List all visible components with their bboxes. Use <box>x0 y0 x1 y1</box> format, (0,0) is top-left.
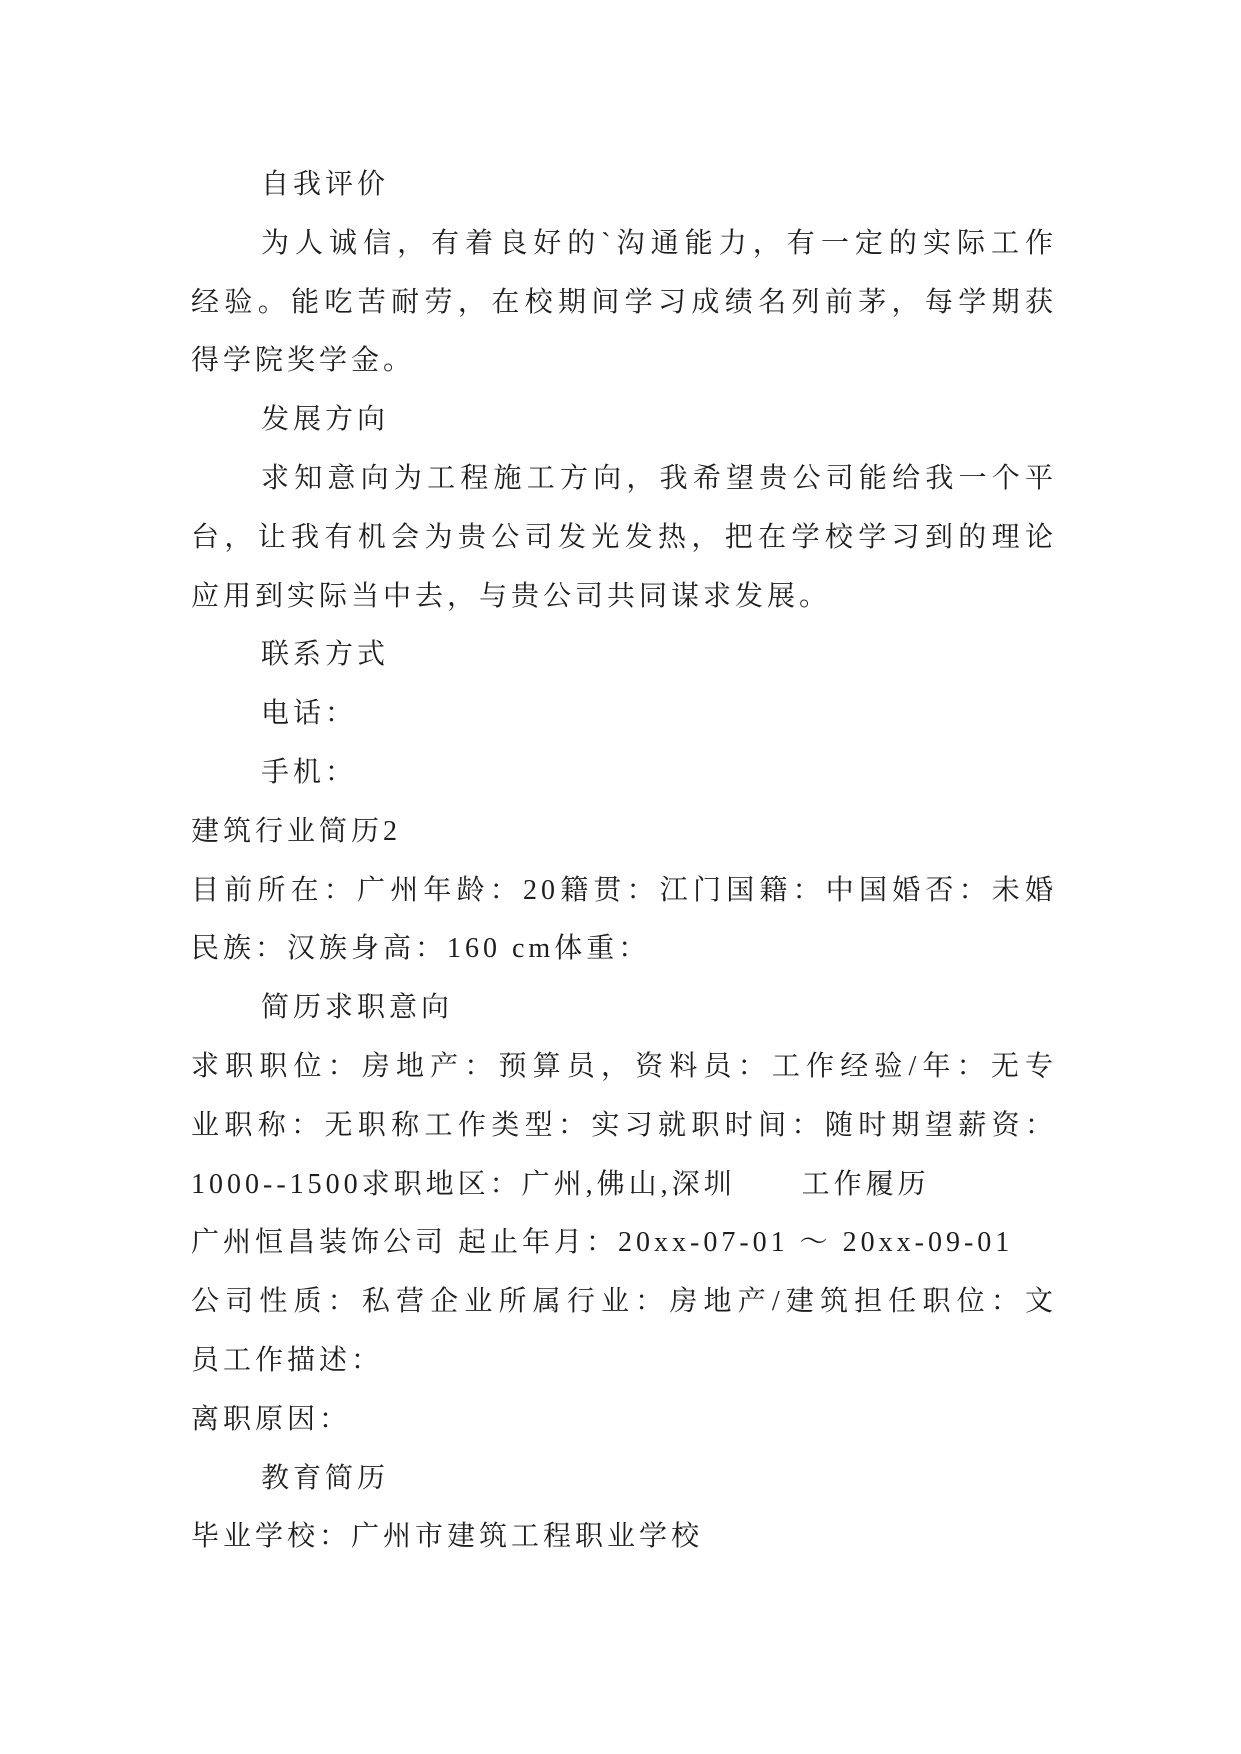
work-experience-line: 广州恒昌装饰公司 起止年月：20xx-07-01 ～ 20xx-09-01 <box>191 1227 1014 1259</box>
job-intention-line: 1000--1500求职地区：广州,佛山,深圳 工作履历 <box>191 1168 930 1200</box>
company-info-line: 员工作描述： <box>191 1344 384 1376</box>
career-direction-text-line: 台，让我有机会为贵公司发光发热，把在学校学习到的理论 <box>191 521 1057 553</box>
job-intention <box>191 1038 1057 1214</box>
job-intention-line: 业职称：无职称工作类型：实习就职时间：随时期望薪资： <box>191 1109 1057 1141</box>
contact-heading: 联系方式 <box>261 639 390 671</box>
company-info <box>191 1273 1057 1391</box>
job-intention-line: 求职职位：房地产：预算员，资料员：工作经验/年：无专 <box>191 1050 1057 1082</box>
self-evaluation-text-line: 得学院奖学金。 <box>191 345 416 377</box>
leave-reason-label: 离职原因： <box>191 1403 352 1435</box>
self-evaluation-text-line: 为人诚信，有着良好的`沟通能力，有一定的实际工作 <box>261 227 1057 259</box>
school-line: 毕业学校：广州市建筑工程职业学校 <box>191 1521 704 1553</box>
basic-info <box>191 862 1057 980</box>
job-intention-heading: 简历求职意向 <box>261 992 454 1024</box>
career-direction-section <box>191 391 1057 626</box>
phone-label: 电话： <box>261 698 358 730</box>
contact-section <box>191 626 1057 802</box>
resume-2-section <box>191 803 1057 1567</box>
self-evaluation-body <box>191 215 1057 391</box>
company-info-line: 公司性质：私营企业所属行业：房地产/建筑担任职位：文 <box>191 1286 1057 1318</box>
self-evaluation-text-line: 经验。能吃苦耐劳，在校期间学习成绩名列前茅，每学期获 <box>191 286 1057 318</box>
basic-info-line: 民族：汉族身高：160 cm体重： <box>191 933 651 965</box>
resume-title: 建筑行业简历2 <box>191 815 402 847</box>
self-evaluation-section <box>191 156 1057 391</box>
career-direction-text-line: 应用到实际当中去，与贵公司共同谋求发展。 <box>191 580 832 612</box>
career-direction-body <box>191 450 1057 626</box>
mobile-label: 手机： <box>261 756 358 788</box>
education-heading: 教育简历 <box>261 1462 390 1494</box>
career-direction-heading: 发展方向 <box>261 404 390 436</box>
career-direction-text-line: 求知意向为工程施工方向，我希望贵公司能给我一个平 <box>261 462 1057 494</box>
basic-info-line: 目前所在：广州年龄：20籍贯：江门国籍：中国婚否：未婚 <box>191 874 1057 906</box>
self-evaluation-heading: 自我评价 <box>261 169 390 200</box>
